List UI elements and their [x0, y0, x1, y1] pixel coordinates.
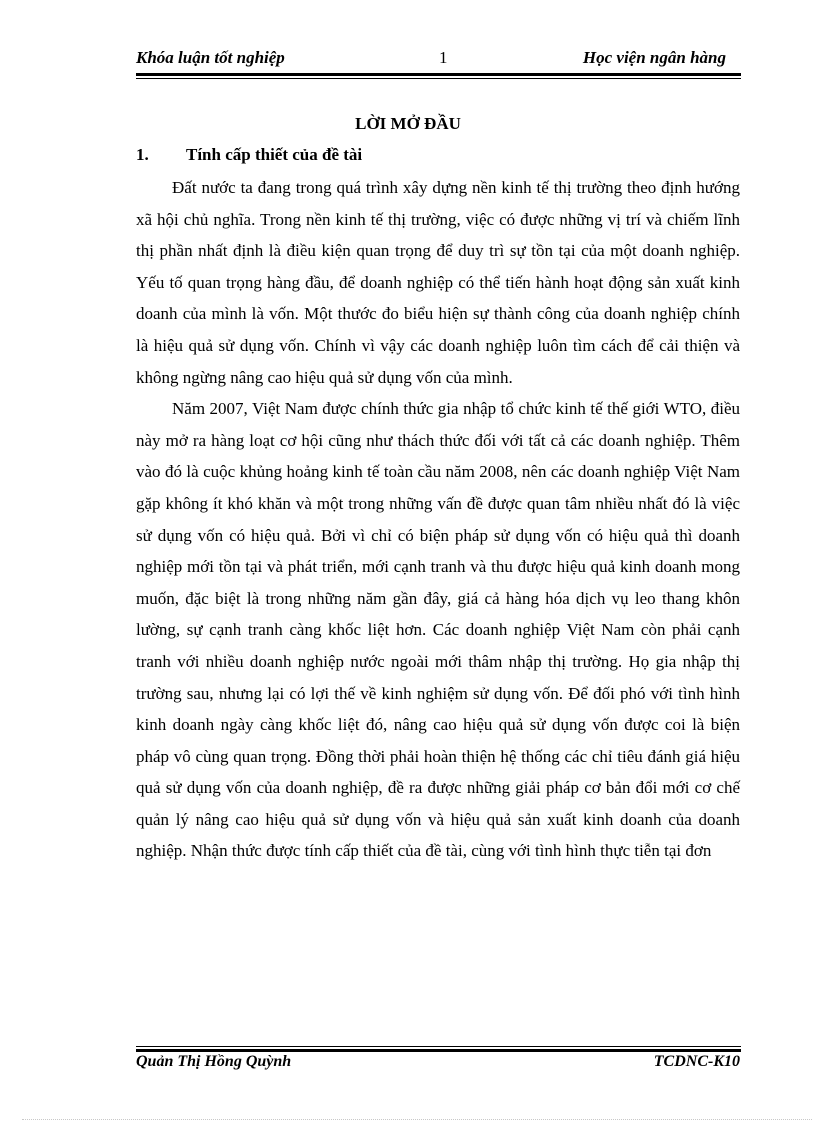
- paragraph-1: Đất nước ta đang trong quá trình xây dựng nền kinh tế thị trường theo định hướng xã hội chủ nghĩa. Trong nền kinh tế thị trường, việc có được những vị trí và chiếm lĩnh thị phần nhất định là điều kiện quan trọng để duy trì sự tồn tại của một doanh nghiệp. Yếu tố quan trọng hàng đầu, để doanh nghiệp có thể tiến hành hoạt động sản xuất kinh doanh của mình là vốn. Một thước đo biểu hiện sự thành công của doanh nghiệp chính là hiệu quả sử dụng vốn. Chính vì vậy các doanh nghiệp luôn tìm cách để cải thiện và không ngừng nâng cao hiệu quả sử dụng vốn của mình.: [136, 178, 740, 387]
- header-institution: Học viện ngân hàng: [582, 48, 726, 67]
- footer-rule-thin: [136, 1046, 741, 1047]
- section-heading: [136, 145, 362, 165]
- footer-rule-thick: [136, 1049, 741, 1052]
- page-header: [136, 48, 740, 72]
- header-thesis-label: Khóa luận tốt nghiệp: [136, 48, 285, 67]
- footer-author: Quản Thị Hồng Quỳnh: [136, 1053, 292, 1070]
- header-rule-thin: [136, 78, 741, 79]
- page-footer: [136, 1053, 740, 1075]
- page-title: LỜI MỞ ĐẦU: [355, 114, 461, 133]
- paragraph-2: Năm 2007, Việt Nam được chính thức gia nhập tổ chức kinh tế thế giới WTO, điều này mở ra hàng loạt cơ hội cũng như thách thức đối với tất cả các doanh nghiệp. Thêm vào đó là cuộc khủng hoảng kinh tế toàn cầu năm 2008, nên các doanh nghiệp Việt Nam gặp không ít khó khăn và một trong những vấn đề được quan tâm nhiều nhất đó là việc sử dụng vốn có hiệu quả. Bởi vì chỉ có biện pháp sử dụng vốn có hiệu quả thì doanh nghiệp mới tồn tại và phát triển, mới cạnh tranh và thu được hiệu quả kinh doanh mong muốn, đặc biệt là trong những năm gần đây, giá cả hàng hóa dịch vụ leo thang khôn lường, sự cạnh tranh càng khốc liệt hơn. Các doanh nghiệp Việt Nam còn phải cạnh tranh với nhiều doanh nghiệp nước ngoài mới thâm nhập thị trường. Họ gia nhập thị trường sau, nhưng lại có lợi thế về kinh nghiệm sử dụng vốn. Để đối phó với tình hình kinh doanh ngày càng khốc liệt đó, nâng cao hiệu quả sử dụng vốn được coi là biện pháp vô cùng quan trọng. Đồng thời phải hoàn thiện hệ thống các chỉ tiêu đánh giá hiệu quả sử dụng vốn của doanh nghiệp, đề ra được những giải pháp cơ bản đổi mới cơ chế quản lý nâng cao hiệu quả sử dụng vốn và hiệu quả sản xuất kinh doanh của doanh nghiệp. Nhận thức được tính cấp thiết của đề tài, cùng với tình hình thực tiễn tại đơn: [136, 399, 740, 861]
- header-rule-thick: [136, 73, 741, 76]
- page-edge-divider: [22, 1119, 812, 1120]
- page-number: 1: [439, 48, 448, 67]
- section-number: 1.: [136, 145, 149, 164]
- footer-class-code: TCDNC-K10: [653, 1053, 740, 1070]
- body-text: [136, 172, 740, 867]
- section-title: Tính cấp thiết của đề tài: [186, 145, 363, 164]
